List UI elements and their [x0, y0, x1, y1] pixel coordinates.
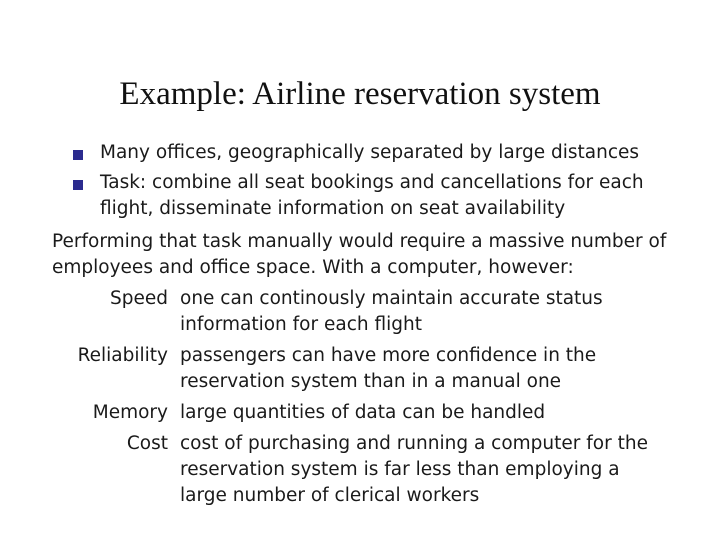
advantage-term: Memory: [92, 402, 168, 423]
square-bullet-icon: [73, 150, 83, 160]
square-bullet-icon: [73, 180, 83, 190]
advantage-row: [0, 400, 720, 426]
advantage-row: [0, 343, 720, 395]
advantage-term: Reliability: [77, 345, 168, 366]
advantage-description: one can continously maintain accurate status information for each flight: [180, 288, 603, 335]
advantage-term: Cost: [126, 433, 168, 454]
slide-title: Example: Airline reservation system: [119, 76, 601, 112]
advantage-row: [0, 431, 720, 509]
bullet-text: Task: combine all seat bookings and cancellations for each flight, disseminate information on seat availability: [100, 172, 644, 219]
bullet-text: Many offices, geographically separated by large distances: [100, 142, 640, 163]
bullet-item: [70, 170, 690, 222]
advantages-list: [0, 286, 720, 514]
intro-paragraph: Performing that task manually would require a massive number of employees and office space. With a computer, however:: [52, 231, 667, 278]
bullet-item: [70, 140, 690, 166]
advantage-term: Speed: [110, 288, 168, 309]
advantage-description: passengers can have more confidence in the reservation system than in a manual one: [180, 345, 597, 392]
advantage-row: [0, 286, 720, 338]
advantage-description: cost of purchasing and running a computer for the reservation system is far less than employing a large number of clerical workers: [180, 433, 648, 506]
advantage-description: large quantities of data can be handled: [180, 402, 546, 423]
bullet-list: [70, 140, 690, 226]
